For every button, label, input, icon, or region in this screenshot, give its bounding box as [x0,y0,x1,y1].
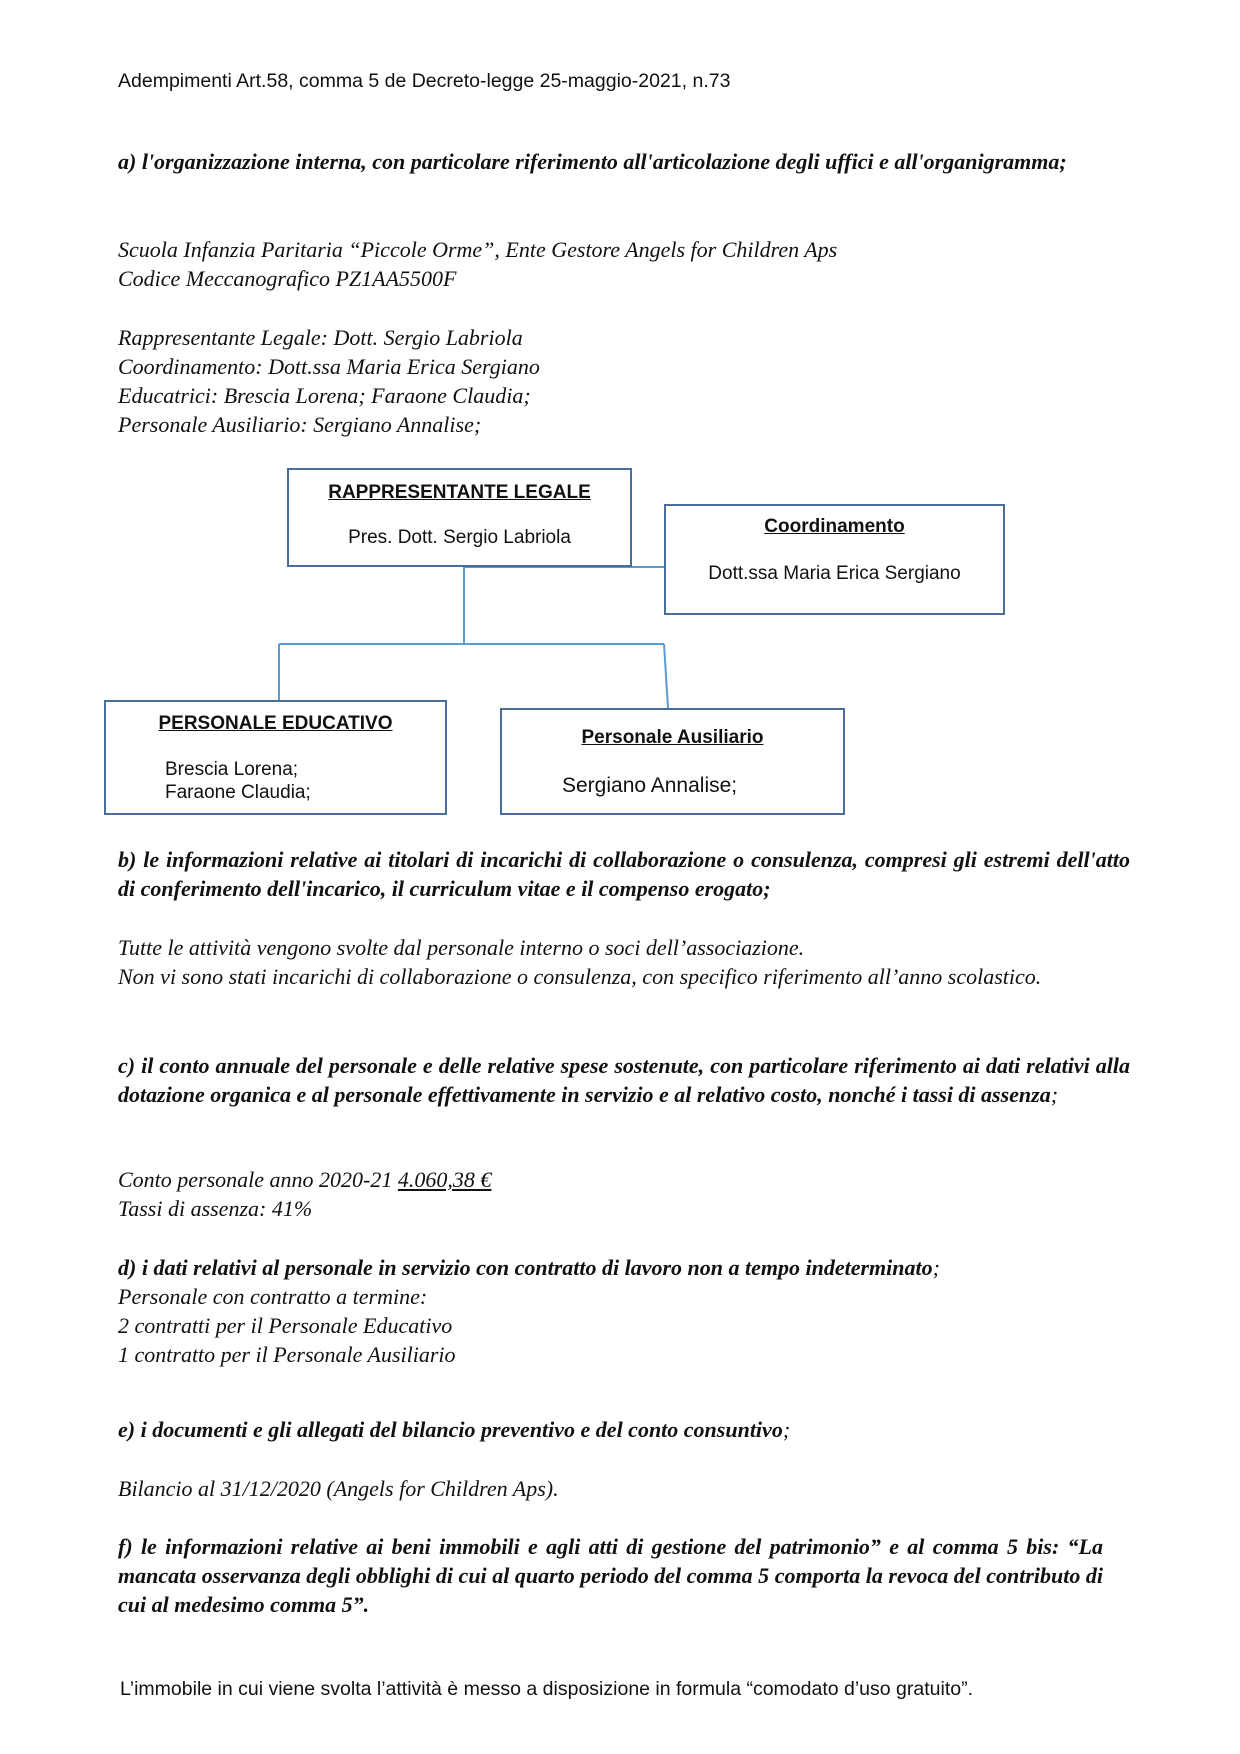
section-e-heading-tail: ; [782,1417,791,1442]
edu-name-2: Faraone Claudia; [165,782,311,803]
footer-note: L’immobile in cui viene svolta l’attività è messo a disposizione in formula “comodato d’uso gratuito”. [120,1678,973,1700]
absence-line: Tassi di assenza: 41% [118,1196,313,1221]
section-e-body: Bilancio al 31/12/2020 (Angels for Children Aps). [118,1476,559,1501]
educational-staff-box [104,700,447,815]
coord-box-name: Dott.ssa Maria Erica Sergiano [708,563,961,584]
section-d-heading-tail: ; [932,1255,940,1280]
section-c-body [118,1165,1130,1223]
section-c-heading-tail: ; [1050,1082,1059,1107]
section-f-heading: f) le informazioni relative ai beni immobili e agli atti di gestione del patrimonio” e al comma 5 bis: “La mancata osservanza degli obblighi di cui al quarto periodo del comma 5 comporta la revoca del contributo di cui al medesimo comma 5”. [118,1534,1103,1617]
document-header: Adempimenti Art.58, comma 5 de Decreto-legge 25-maggio-2021, n.73 [118,70,731,92]
edu-box-names [165,758,311,804]
legal-box-name: Pres. Dott. Sergio Labriola [348,527,571,548]
staff-list [118,323,1130,439]
edu-name-1: Brescia Lorena; [165,759,299,780]
edu-box-title: PERSONALE EDUCATIVO [158,713,393,734]
staff-line-aux: Personale Ausiliario: Sergiano Annalise; [118,412,482,437]
aux-box-name: Sergiano Annalise; [562,774,738,797]
section-c-heading-text: c) il conto annuale del personale e delle relative spese sostenute, con particolare riferimento ai dati relativi alla dotazione organica e al personale effettivamente in servizio e al relativo costo, nonché i tassi di assenza [118,1053,1130,1107]
section-e-heading-text: e) i documenti e gli allegati del bilancio preventivo e del conto consuntivo [118,1417,783,1442]
coord-box-title: Coordinamento [764,516,905,537]
section-d-heading [118,1253,1130,1282]
section-c-heading [118,1051,1130,1109]
section-d-line-3: 1 contratto per il Personale Ausiliario [118,1342,456,1367]
cost-line [118,1165,1130,1194]
section-b-body [118,933,1130,991]
staff-line-coord: Coordinamento: Dott.ssa Maria Erica Sergiano [118,354,540,379]
section-d-heading-text: d) i dati relativi al personale in servizio con contratto di lavoro non a tempo indeterminato [118,1255,933,1280]
aux-box-title: Personale Ausiliario [581,727,764,748]
cost-label: Conto personale anno 2020-21 [118,1167,398,1192]
section-b-line-1: Tutte le attività vengono svolte dal personale interno o soci dell’associazione. [118,935,805,960]
staff-line-edu: Educatrici: Brescia Lorena; Faraone Claudia; [118,383,531,408]
legal-box-title: RAPPRESENTANTE LEGALE [328,482,591,503]
cost-value: 4.060,38 € [397,1167,492,1192]
code-line: Codice Meccanografico PZ1AA5500F [118,266,457,291]
auxiliary-staff-box [500,708,845,815]
coordination-box [664,504,1005,615]
section-b-line-2: Non vi sono stati incarichi di collaborazione o consulenza, con specifico riferimento all’anno scolastico. [118,964,1042,989]
section-a-heading: a) l'organizzazione interna, con particolare riferimento all'articolazione degli uffici e all'organigramma; [118,149,1067,174]
staff-line-legal: Rappresentante Legale: Dott. Sergio Labriola [118,325,523,350]
section-d-line-2: 2 contratti per il Personale Educativo [118,1313,453,1338]
school-line: Scuola Infanzia Paritaria “Piccole Orme”, Ente Gestore Angels for Children Aps [118,237,838,262]
legal-representative-box [287,468,632,567]
section-d-line-1: Personale con contratto a termine: [118,1284,428,1309]
section-e-heading [118,1415,1130,1444]
section-d-body [118,1282,1130,1369]
section-b-heading: b) le informazioni relative ai titolari di incarichi di collaborazione o consulenza, compresi gli estremi dell'atto di conferimento dell'incarico, il curriculum vitae e il compenso erogato; [118,847,1130,901]
connector-to-aux [664,644,668,708]
school-info [118,235,1130,293]
